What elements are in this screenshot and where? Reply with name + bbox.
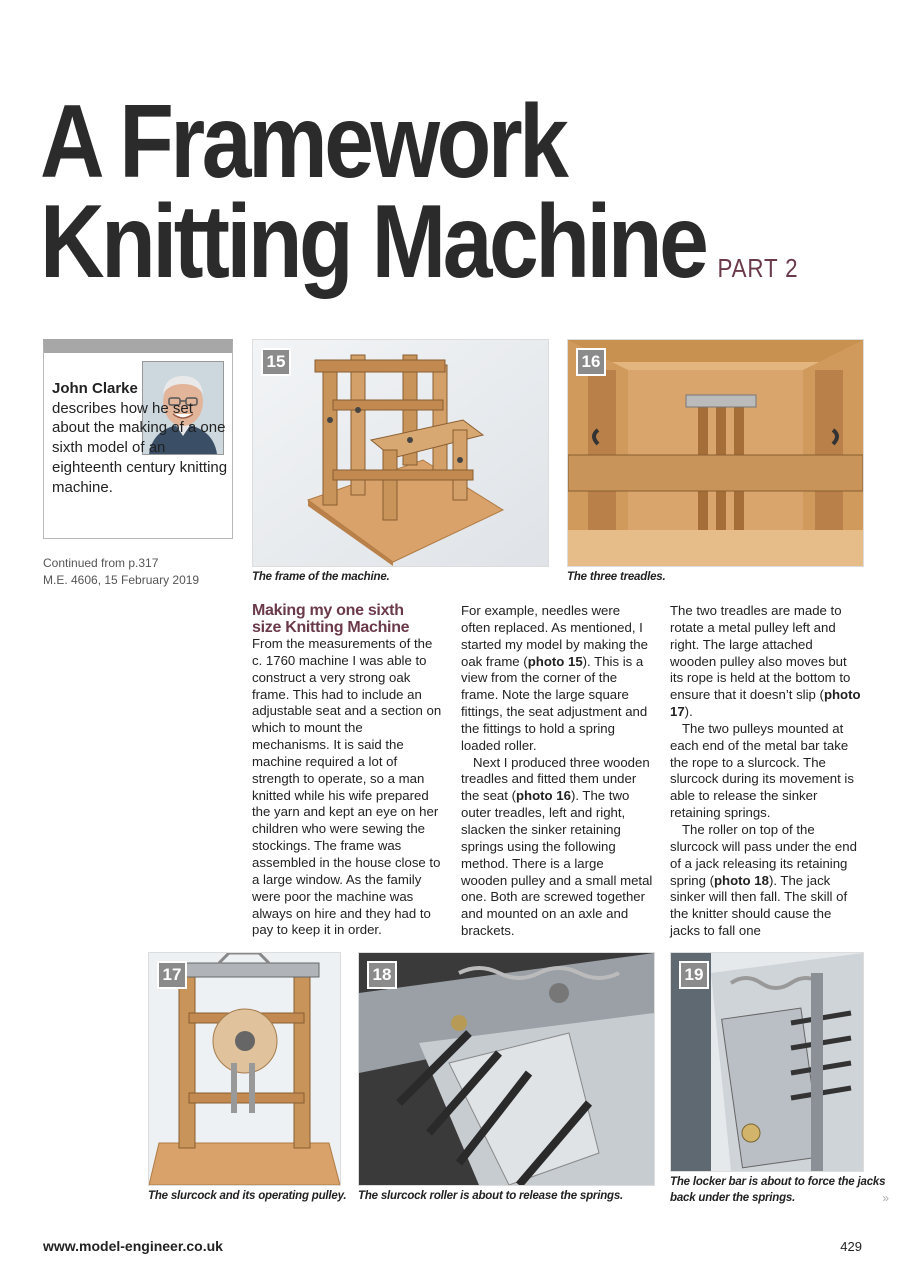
subheading-line-1: Making my one sixth (252, 602, 404, 619)
col3-p1-text-a: The two treadles are made to rotate a metal pulley left and right. The large attached wooden pulley also moves but its rope is held at the bottom to ensure that it doesn’t slip ( (670, 603, 851, 703)
col2-paragraph-1 (461, 603, 653, 755)
photo-ref-17: photo 17 (670, 687, 861, 720)
photo-number-16: 16 (576, 348, 606, 376)
col3-p3-text-b: ). The jack sinker will then fall. The skill of the knitter should cause the jacks to fall one (670, 872, 848, 939)
slurcock-roller-illustration (359, 953, 654, 1185)
photo-number-15: 15 (261, 348, 291, 376)
photo-16 (567, 339, 864, 567)
photo-number-18: 18 (367, 961, 397, 989)
col3-paragraph-2: The two pulleys mounted at each end of the metal bar take the rope to a slurcock. The slurcock during its movement is able to release the sinker retaining springs. (670, 720, 854, 821)
oak-frame-illustration (253, 340, 548, 566)
caption-19 (670, 1174, 885, 1206)
body-column-3 (670, 603, 862, 940)
byline-box (43, 339, 233, 539)
caption-19-line-1: The locker bar is about to force the jacks (670, 1176, 886, 1188)
page-number: 429 (840, 1239, 862, 1254)
continued-line-2: M.E. 4606, 15 February 2019 (43, 573, 200, 587)
col2-p2-text-b: ). The two outer treadles, left and right, slacken the sinker retaining springs using the following method. There is a large wooden pulley and a small metal one. Both are screwed together and mounted on an axle and brackets. (461, 788, 653, 939)
col2-paragraph-2 (461, 755, 653, 940)
col3-p1-text-b: ). (684, 704, 693, 720)
photo-number-17: 17 (157, 961, 187, 989)
photo-18 (358, 952, 655, 1186)
author-name: John Clarke (52, 380, 138, 397)
col3-paragraph-3 (670, 822, 862, 940)
col2-p1-text-a: For example, needles were often replaced. As mentioned, I started my model by making the oak frame ( (461, 603, 648, 669)
footer-url[interactable]: www.model-engineer.co.uk (43, 1238, 223, 1254)
caption-15: The frame of the machine. (252, 571, 390, 583)
col3-p3-text-a: The roller on top of the slurcock will pass under the end of a jack releasing its retaining spring ( (670, 821, 857, 888)
title-line-2-text: Knitting Machine (40, 184, 706, 300)
continued-note (43, 555, 199, 589)
photo-ref-15: photo 15 (527, 653, 583, 669)
continued-line-1: Continued from p.317 (43, 556, 159, 570)
article-title (40, 84, 799, 318)
photo-ref-18: photo 18 (713, 872, 769, 888)
byline-description: describes how he set about the making of a one sixth model of an eighteenth century knitting machine. (52, 399, 228, 496)
byline-text (52, 379, 228, 497)
caption-19-line-2: back under the springs. (670, 1192, 796, 1204)
caption-18: The slurcock roller is about to release the springs. (358, 1190, 624, 1202)
continue-arrow-icon: » (882, 1191, 889, 1205)
photo-ref-16: photo 16 (515, 788, 571, 804)
body-column-1 (252, 602, 444, 939)
photo-15 (252, 339, 549, 567)
title-line-1: A Framework (40, 84, 566, 200)
photo-17 (148, 952, 341, 1186)
caption-17: The slurcock and its operating pulley. (148, 1190, 347, 1202)
body-column-2 (461, 603, 653, 940)
title-line-2 (40, 184, 799, 318)
col3-paragraph-1 (670, 603, 862, 721)
photo-19 (670, 952, 864, 1172)
treadles-illustration (568, 340, 863, 566)
part-label: PART 2 (717, 253, 799, 283)
subheading-line-2: size Knitting Machine (252, 619, 410, 636)
photo-number-19: 19 (679, 961, 709, 989)
col2-p2-text-a: Next I produced three wooden treadles and fitted them under the seat ( (461, 754, 650, 804)
section-subheading (252, 602, 444, 636)
col2-p1-text-b: ). This is a view from the corner of the frame. Note the large square fittings, the seat adjustment and the fittings to hold a spring loaded roller. (461, 653, 648, 753)
col1-paragraph-1: From the measurements of the c. 1760 machine I was able to construct a very strong oak frame. This had to include an adjustable seat and a section on which to mount the mechanisms. It is said the machine required a lot of strength to operate, so a man knitted while his wife prepared the yarn and kept an eye on her children who were sewing the stockings. The frame was assembled in the house close to a large window. As the family were poor the machine was always on hire and they had to pay to keep it in order. (252, 636, 442, 938)
caption-16: The three treadles. (567, 571, 666, 583)
